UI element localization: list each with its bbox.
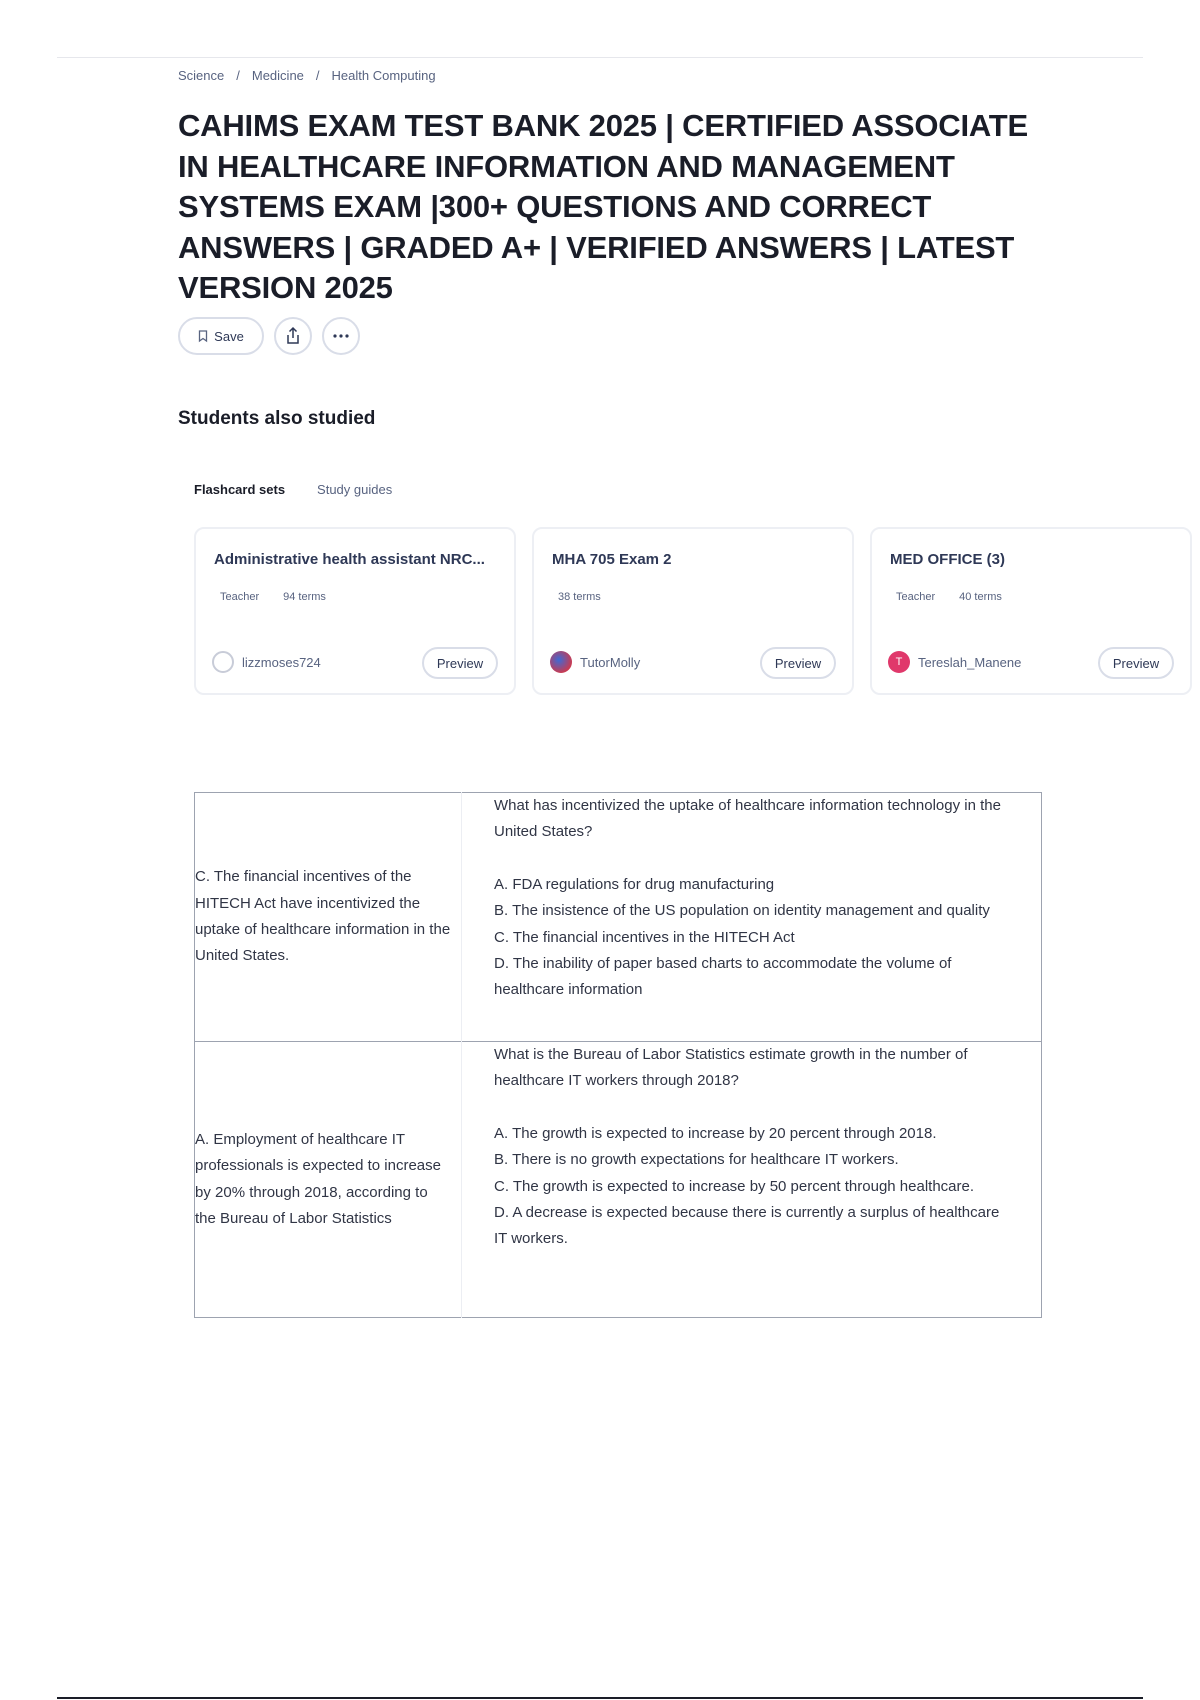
question-cell	[462, 793, 1042, 1042]
card-user	[212, 651, 321, 673]
breadcrumb-separator: /	[315, 68, 320, 83]
option-d: D. A decrease is expected because there is currently a surplus of healthcare IT workers.	[494, 1204, 1000, 1248]
card-user	[550, 651, 640, 673]
question-cell	[462, 1042, 1042, 1318]
study-tabs	[194, 482, 392, 497]
breadcrumb-health-computing[interactable]: Health Computing	[331, 68, 436, 83]
breadcrumb	[178, 68, 436, 83]
breadcrumb-separator: /	[236, 68, 240, 83]
option-b: B. The insistence of the US population on identity management and quality	[494, 902, 990, 920]
card-username[interactable]: TutorMolly	[580, 654, 641, 670]
avatar	[550, 651, 572, 673]
card-terms: 38 terms	[558, 591, 601, 603]
question-text: What is the Bureau of Labor Statistics estimate growth in the number of healthcare IT workers through 2018?	[494, 1046, 968, 1090]
table-row	[195, 793, 1042, 1042]
flashcard-card[interactable]	[532, 527, 854, 695]
save-label: Save	[214, 328, 244, 344]
spacer	[494, 846, 1001, 872]
more-button[interactable]	[322, 317, 360, 355]
card-meta	[558, 591, 601, 603]
avatar	[212, 651, 234, 673]
breadcrumb-science[interactable]: Science	[178, 68, 225, 83]
card-username[interactable]: Tereslah_Manene	[918, 654, 1022, 670]
question-text: What has incentivized the uptake of healthcare information technology in the United States?	[494, 797, 1001, 841]
flashcard-carousel	[194, 527, 1160, 697]
flashcard-card[interactable]	[870, 527, 1192, 695]
table-row	[195, 1042, 1042, 1318]
option-b: B. There is no growth expectations for healthcare IT workers.	[494, 1151, 899, 1169]
option-c: C. The financial incentives in the HITECH Act	[494, 928, 795, 946]
spacer	[494, 1095, 1001, 1121]
students-also-studied-heading: Students also studied	[178, 408, 376, 429]
action-bar	[178, 317, 360, 355]
answer-cell: A. Employment of healthcare IT professionals is expected to increase by 20% through 2018, according to the Bureau of Labor Statistics	[195, 1042, 462, 1318]
card-meta	[220, 591, 326, 603]
card-terms: 94 terms	[283, 591, 326, 603]
answer-cell: C. The financial incentives of the HITECH Act have incentivized the uptake of healthcare information in the United States.	[195, 793, 462, 1042]
card-terms: 40 terms	[959, 591, 1002, 603]
card-user	[888, 651, 1021, 673]
share-button[interactable]	[274, 317, 312, 355]
option-a: A. The growth is expected to increase by 20 percent through 2018.	[494, 1124, 937, 1142]
card-title: MHA 705 Exam 2	[552, 551, 672, 568]
preview-button[interactable]: Preview	[1098, 647, 1174, 679]
flashcard-card[interactable]	[194, 527, 516, 695]
breadcrumb-medicine[interactable]: Medicine	[251, 68, 304, 83]
save-button[interactable]	[178, 317, 264, 355]
preview-button[interactable]: Preview	[422, 647, 498, 679]
card-title: MED OFFICE (3)	[890, 551, 1005, 568]
card-username[interactable]: lizzmoses724	[242, 654, 321, 670]
more-icon	[333, 334, 349, 338]
page-title: CAHIMS EXAM TEST BANK 2025 | CERTIFIED ASSOCIATE IN HEALTHCARE INFORMATION AND MANAGEMENT SYSTEMS EXAM |300+ QUESTIONS AND CORRECT ANSWERS | GRADED A+ | VERIFIED ANSWERS | LATEST VERSION 2025	[178, 108, 1028, 305]
bookmark-icon	[198, 330, 208, 342]
tab-study-guides[interactable]: Study guides	[317, 482, 393, 497]
tab-flashcard-sets[interactable]: Flashcard sets	[194, 482, 286, 497]
option-c: C. The growth is expected to increase by 50 percent through healthcare.	[494, 1177, 975, 1195]
card-meta	[896, 591, 1002, 603]
preview-button[interactable]: Preview	[760, 647, 836, 679]
avatar: T	[888, 651, 910, 673]
option-d: D. The inability of paper based charts to accommodate the volume of healthcare information	[494, 955, 952, 999]
qa-table	[194, 792, 1042, 1318]
top-divider	[57, 57, 1143, 58]
option-a: A. FDA regulations for drug manufacturing	[494, 875, 775, 893]
card-title: Administrative health assistant NRC...	[214, 551, 485, 568]
card-role: Teacher	[220, 591, 260, 603]
share-icon	[285, 327, 301, 345]
bottom-divider	[57, 1697, 1143, 1699]
card-role: Teacher	[896, 591, 936, 603]
